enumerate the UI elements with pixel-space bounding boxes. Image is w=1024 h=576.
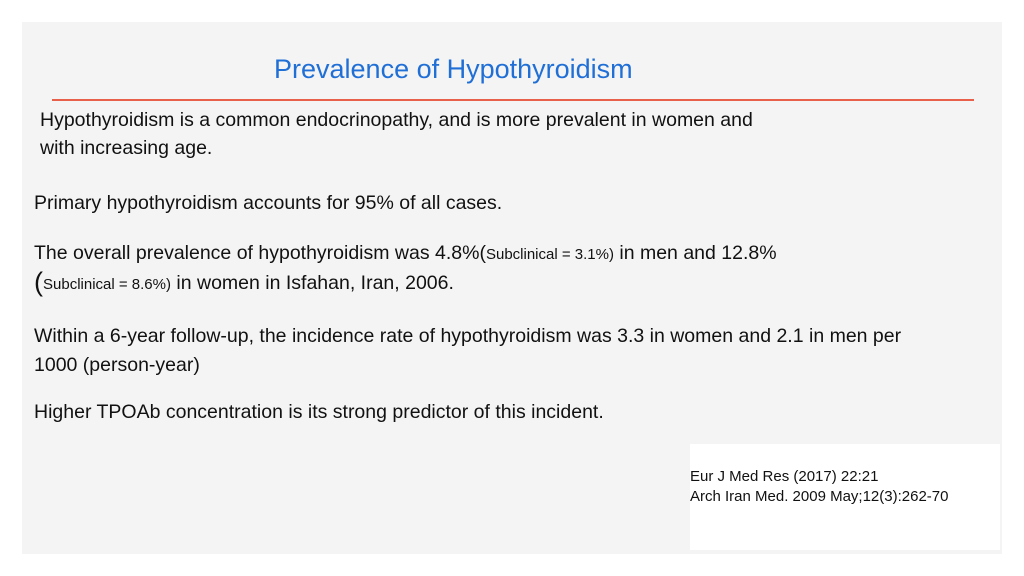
prevalence-paragraph [34,239,777,299]
subclinical-women: Subclinical = 8.6%) [43,276,171,293]
reference-2: Arch Iran Med. 2009 May;12(3):262-70 [690,488,949,505]
prevalence-text-3: in women in Isfahan, Iran, 2006. [170,272,454,294]
prevalence-text-2: in men and 12.8% [613,242,777,264]
open-paren: ( [34,267,43,297]
slide-title: Prevalence of Hypothyroidism [274,54,633,84]
reference-1: Eur J Med Res (2017) 22:21 [690,468,879,485]
primary-paragraph: Primary hypothyroidism accounts for 95% of all cases. [34,192,503,214]
prevalence-line-2 [34,269,777,299]
title-divider [52,99,974,101]
incidence-line-1: Within a 6-year follow-up, the incidence rate of hypothyroidism was 3.3 in women and 2.1 in men per [34,325,902,347]
prevalence-text-1: The overall prevalence of hypothyroidism was 4.8%( [34,242,486,264]
predictor-paragraph: Higher TPOAb concentration is its strong predictor of this incident. [34,401,604,423]
incidence-paragraph [34,322,901,380]
prevalence-line-1 [34,239,777,269]
subclinical-men: Subclinical = 3.1%) [485,246,614,263]
incidence-line-2: 1000 (person-year) [34,354,200,376]
slide [22,22,1002,554]
intro-paragraph [40,106,753,162]
intro-line-2: with increasing age. [40,137,213,159]
references-box [690,444,1000,550]
intro-line-1: Hypothyroidism is a common endocrinopathy, and is more prevalent in women and [40,109,753,131]
